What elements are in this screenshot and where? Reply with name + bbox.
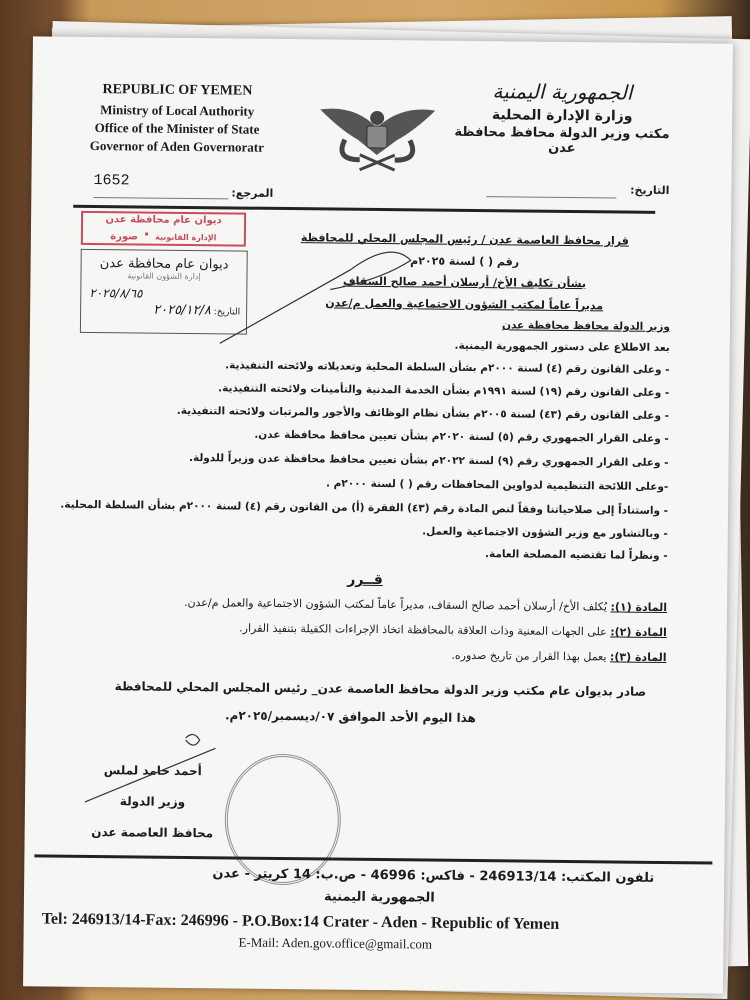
decree-document xyxy=(23,36,733,993)
article-label: المادة (٢): xyxy=(610,625,667,640)
preamble-line: - وبالتشاور مع وزير الشؤون الاجتماعية والعمل. xyxy=(422,525,668,541)
addressee: وزير الدولة محافظ محافظة عدن xyxy=(501,319,671,334)
article-text: يُكلف الأخ/ أرسلان أحمد صالح السقاف، مديراً عاماً لمكتب الشؤون الاجتماعية والعمل م/عدن. xyxy=(183,595,611,614)
red-stamp-line: صورة xyxy=(110,231,138,243)
article-text: يعمل بهذا القرار من تاريخ صدوره. xyxy=(451,648,611,664)
issued-line: صادر بديوان عام مكتب وزير الدولة محافظ العاصمة عدن_ رئيس المجلس المحلي للمحافظة xyxy=(114,679,647,699)
reference-number: 1652 xyxy=(93,172,130,190)
yemen-emblem-icon xyxy=(315,99,441,175)
signatory-name: أحمد حامد لملس xyxy=(103,763,202,779)
preamble-line: - وعلى القانون رقم (٤) لسنة ٢٠٠٠م بشأن السلطة المحلية وتعديلاته ولائحته التنفيذية. xyxy=(225,359,670,377)
footer-contact-en: Tel: 246913/14-Fax: 246996 - P.O.Box:14 Crater - Aden - Republic of Yemen xyxy=(41,910,560,933)
footer-country-ar: الجمهورية اليمنية xyxy=(323,889,435,906)
header-ar-line: وزارة الإدارة المحلية xyxy=(491,107,633,125)
preamble-line: - واستناداً إلى صلاحياتنا وفقاً لنص المادة رقم (٤٣) الفقرة (أ) من القانون رقم (٤) لسنة ٢٠٠٠م بشأن السلطة المحلية. xyxy=(60,498,669,518)
decision-heading: قــرر xyxy=(347,571,383,589)
article xyxy=(184,596,667,614)
stamp-number: ٢٠٢٥/٨/٦٥ xyxy=(89,285,143,301)
stamp-dept: إدارة الشؤون القانونية xyxy=(127,271,201,282)
header-en-line: Ministry of Local Authority xyxy=(100,102,255,119)
stamp-title: ديوان عام محافظة عدن xyxy=(99,256,229,273)
article xyxy=(239,622,667,639)
footer-contact-ar: تلفون المكتب: 246913/14 - فاكس: 46996 - ص.ب: 14 كريتر - عدن xyxy=(212,866,655,886)
title-line: مديراً عاماً لمكتب الشؤون الاجتماعية والعمل م/عدن xyxy=(325,295,604,312)
title-line: رقم ( ) لسنة ٢٠٢٥م xyxy=(410,253,520,268)
title-line: قرار محافظ العاصمة عدن / رئيس المجلس المحلي للمحافظة xyxy=(300,231,629,248)
footer-divider xyxy=(34,854,712,864)
signatory-title: وزير الدولة xyxy=(119,794,186,809)
header-en xyxy=(72,82,283,156)
article-label: المادة (٣): xyxy=(609,650,667,665)
red-stamp-row: الإدارة القانونية · صورة xyxy=(110,224,217,244)
preamble-line: بعد الاطلاع على دستور الجمهورية اليمنية. xyxy=(454,339,670,355)
header-ar-line: مكتب وزير الدولة محافظ محافظة عدن xyxy=(454,124,670,157)
stamp-date: ٢٠٢٥/١٢/٨ xyxy=(153,302,211,319)
preamble-line: - وعلى القرار الجمهوري رقم (٥) لسنة ٢٠٢٠م بشأن تعيين محافظ محافظة عدن. xyxy=(254,428,669,446)
header-en-line: REPUBLIC OF YEMEN xyxy=(102,82,253,99)
reference-label: المرجع: xyxy=(231,186,274,200)
stamp-date-label: التاريخ: xyxy=(213,307,241,318)
signatory-title: محافظ العاصمة عدن xyxy=(91,825,214,841)
header-ar xyxy=(452,79,673,157)
handwritten-signature-icon xyxy=(65,727,266,809)
preamble-line: - وعلى القرار الجمهوري رقم (٩) لسنة ٢٠٢٢م بشأن تعيين محافظ محافظة عدن وزيراً للدولة. xyxy=(188,452,669,470)
article xyxy=(451,649,666,664)
issued-line: هذا اليوم الأحد الموافق ٠٧/ديسمبر/٢٠٢٥م. xyxy=(224,708,476,726)
date-label: التاريخ: xyxy=(630,183,670,198)
preamble-line: - وعلى القانون رقم (١٩) لسنة ١٩٩١م بشأن الخدمة المدنية والتأمينات ولائحته التنفيذية. xyxy=(218,382,670,400)
title-line: بشأن تكليف الأخ/ أرسلان أحمد صالح السقاف xyxy=(342,274,587,291)
article-label: المادة (١): xyxy=(610,600,668,615)
preamble-line: - ونظراً لما تقتضيه المصلحة العامة. xyxy=(484,548,668,563)
preamble-line: -وعلى اللائحة التنظيمية لدواوين المحافظات رقم ( ) لسنة ٢٠٠٠م . xyxy=(325,477,669,494)
red-stamp-line: ديوان عام محافظة عدن xyxy=(105,214,222,227)
header-en-line: Governor of Aden Governoratr xyxy=(89,137,265,155)
header-ar-title: الجمهورية اليمنية xyxy=(492,79,633,105)
red-stamp-line: الإدارة القانونية xyxy=(155,232,217,243)
header-en-line: Office of the Minister of State xyxy=(94,120,260,137)
footer-email: E-Mail: Aden.gov.office@gmail.com xyxy=(238,934,433,952)
preamble-line: - وعلى القانون رقم (٤٣) لسنة ٢٠٠٥م بشأن نظام الوظائف والأجور والمرتبات ولائحته التنفيذية. xyxy=(176,404,670,423)
article-text: على الجهات المعنية وذات العلاقة بالمحافظة اتخاذ الإجراءات الكفيلة بتنفيذ القرار. xyxy=(239,621,611,639)
date-line xyxy=(486,196,616,198)
signature-scribble-icon xyxy=(210,228,441,350)
reference-line xyxy=(93,197,228,199)
